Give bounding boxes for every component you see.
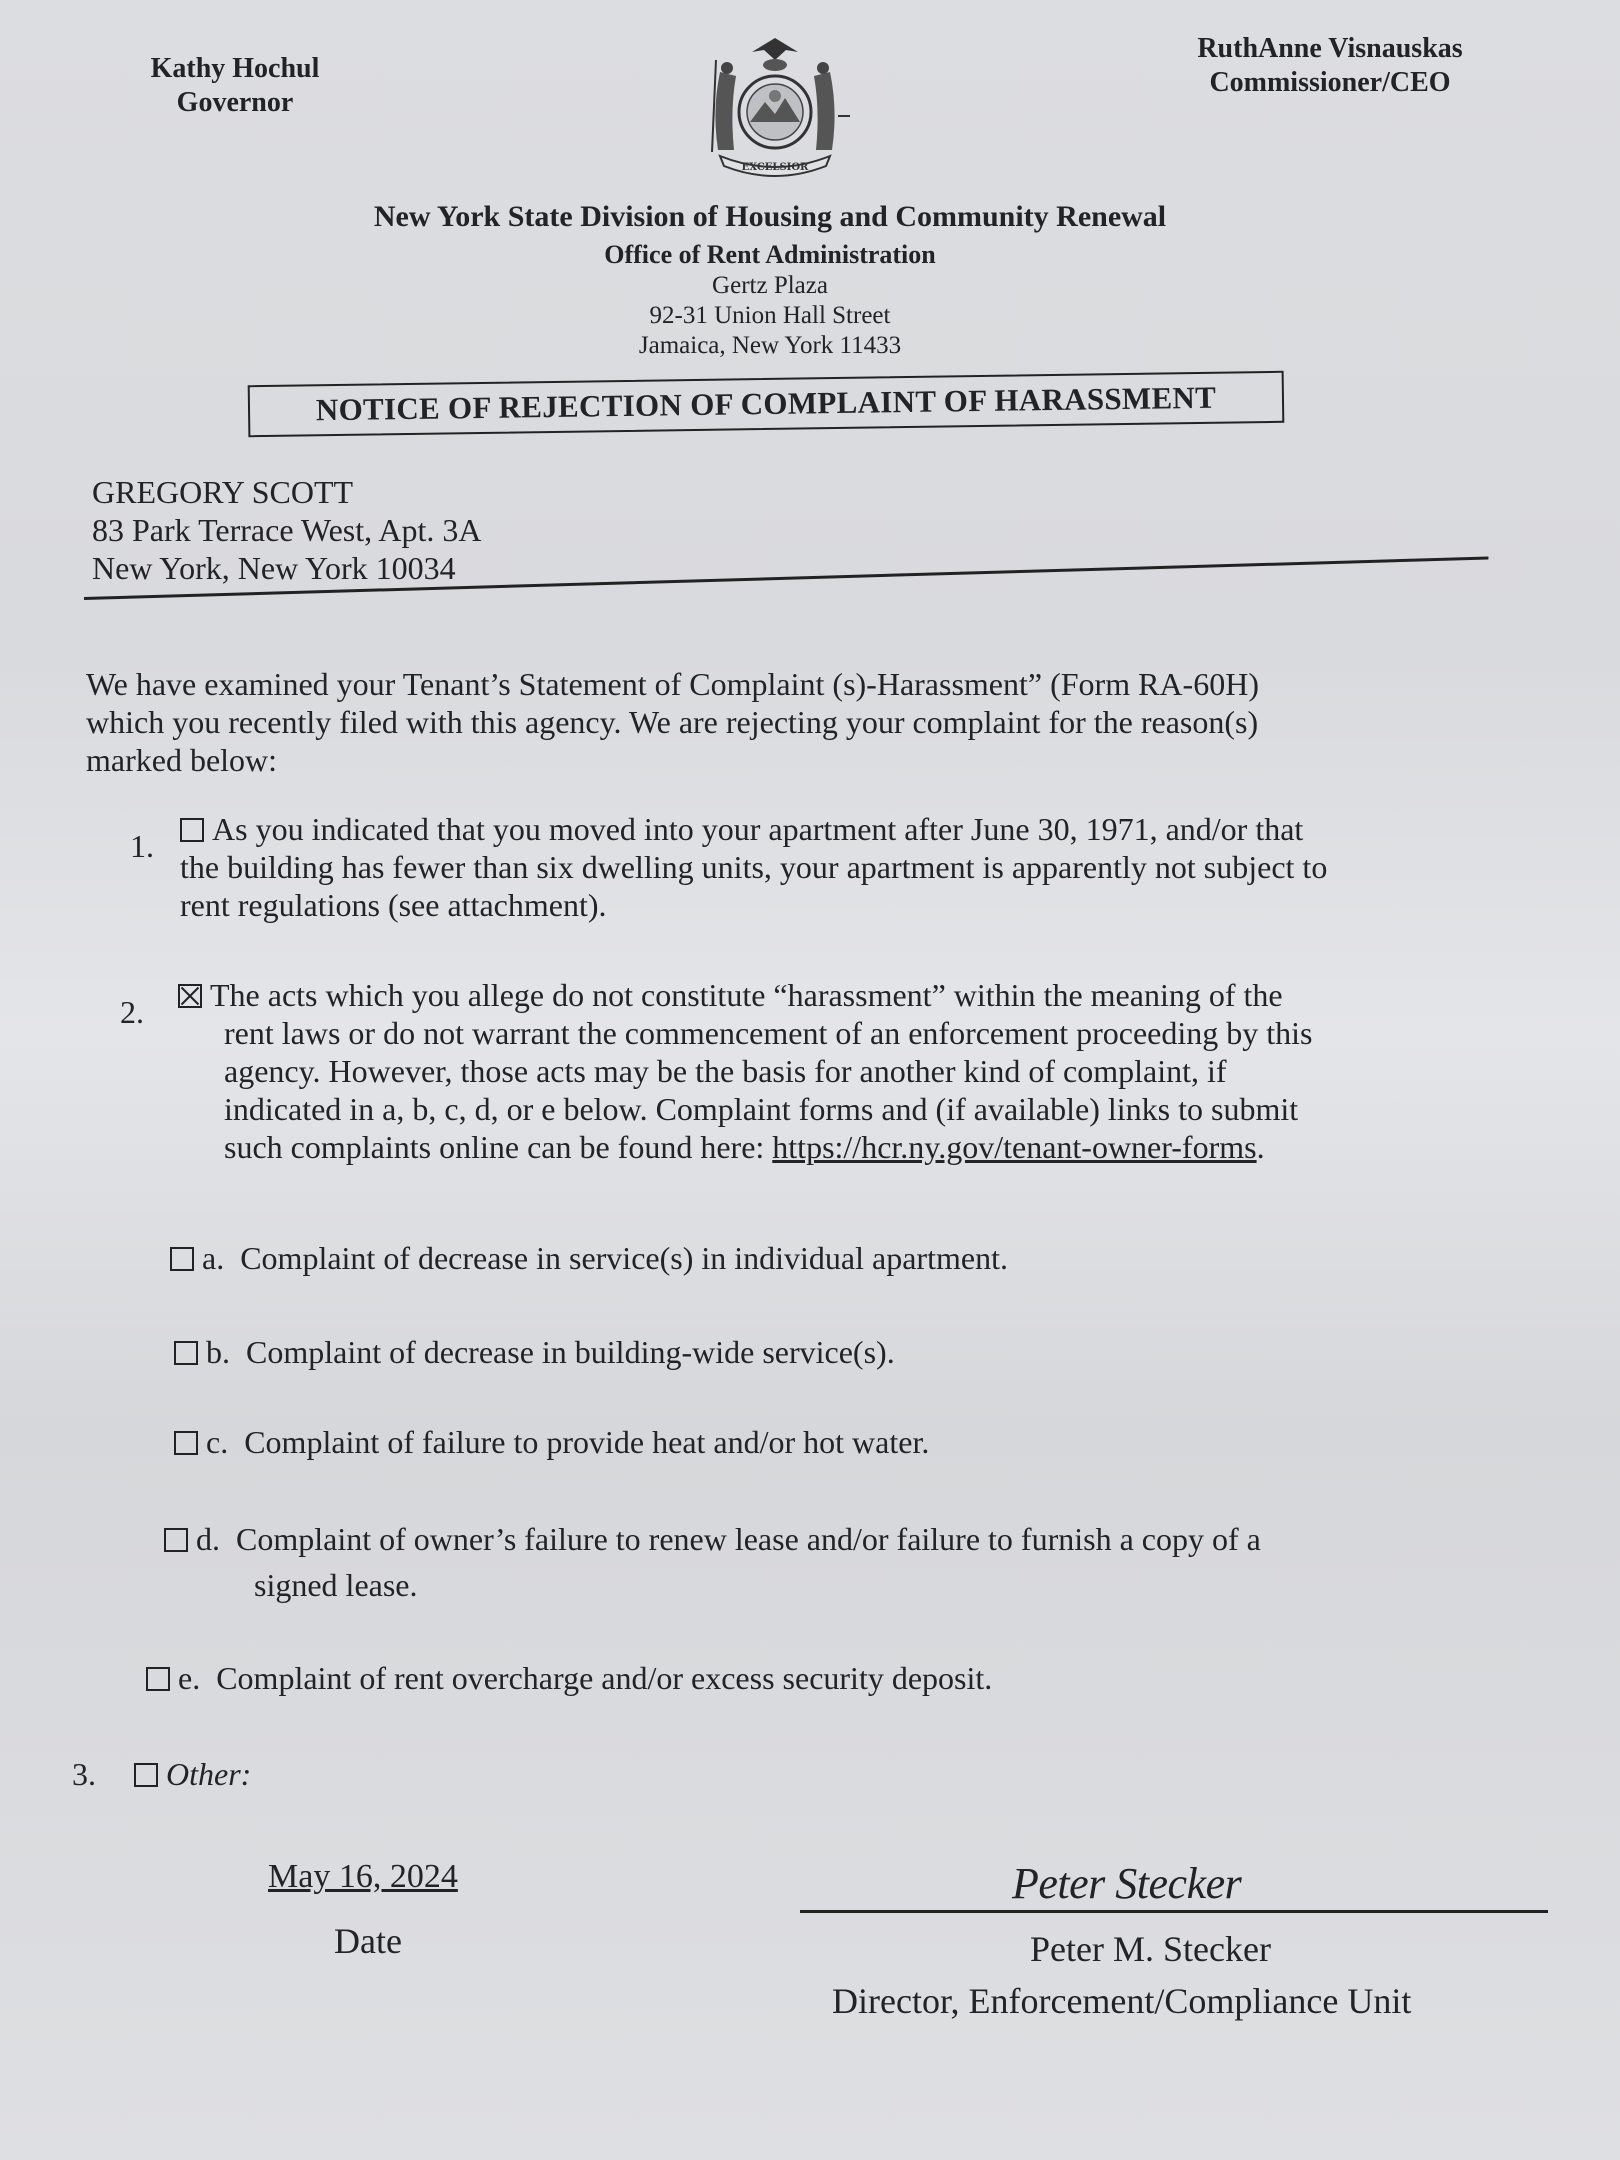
sub-option-letter: d.: [196, 1521, 220, 1557]
sub-option-text: Complaint of decrease in building-wide service(s).: [246, 1334, 895, 1370]
sub-option-a: [170, 1240, 1008, 1277]
sub-option-letter: b.: [206, 1334, 230, 1370]
sub-option-e: [146, 1660, 992, 1697]
signature-line: [800, 1910, 1548, 1913]
notice-title-text: NOTICE OF REJECTION OF COMPLAINT OF HARASSMENT: [315, 379, 1217, 428]
reason-3: [134, 1756, 251, 1793]
reason-number: 3.: [72, 1756, 96, 1792]
commissioner-title: Commissioner/CEO: [1209, 67, 1451, 98]
reason-1-checkbox[interactable]: [180, 818, 204, 842]
reason-line: the building has fewer than six dwelling units, your apartment is apparently not subject to: [180, 849, 1328, 885]
governor-block: [130, 52, 340, 120]
sub-option-letter: c.: [206, 1424, 229, 1460]
sub-option-c-checkbox[interactable]: [174, 1431, 198, 1455]
reason-line: indicated in a, b, c, d, or e below. Complaint forms and (if available) links to submit: [224, 1091, 1299, 1127]
sub-option-text: Complaint of decrease in service(s) in individual apartment.: [240, 1240, 1008, 1276]
agency-name: New York State Division of Housing and Community Renewal: [373, 200, 1167, 233]
notice-date: May 16, 2024: [268, 1858, 458, 1895]
sub-option-d-checkbox[interactable]: [164, 1528, 188, 1552]
sub-option-letter: a.: [202, 1240, 225, 1276]
reason-3-checkbox[interactable]: [134, 1763, 158, 1787]
reason-line: As you indicated that you moved into your apartment after June 30, 1971, and/or that: [212, 811, 1304, 847]
sub-option-c: [174, 1424, 929, 1461]
agency-office: Office of Rent Administration: [604, 240, 936, 269]
date-label: Date: [334, 1921, 402, 1961]
reason-line: agency. However, those acts may be the basis for another kind of complaint, if: [224, 1053, 1227, 1089]
sub-option-text: Complaint of rent overcharge and/or excess security deposit.: [216, 1660, 993, 1696]
sub-option-b: [174, 1334, 895, 1371]
reason-line-with-link: [178, 1128, 1483, 1166]
reason-line: rent laws or do not warrant the commencement of an enforcement proceeding by this: [224, 1015, 1313, 1051]
sub-option-b-checkbox[interactable]: [174, 1341, 198, 1365]
intro-line: We have examined your Tenant’s Statement of Complaint (s)-Harassment” (Form RA-60H): [86, 666, 1259, 702]
governor-title: Governor: [176, 87, 294, 118]
commissioner-name: RuthAnne Visnauskas: [1197, 33, 1463, 64]
recipient-name: GREGORY SCOTT: [92, 474, 354, 510]
intro-line: marked below:: [86, 742, 278, 778]
reason-2-checkbox[interactable]: [178, 984, 202, 1008]
notice-title: [248, 371, 1285, 437]
state-seal-icon: [690, 30, 860, 180]
sub-option-d: [164, 1516, 1484, 1608]
agency-address-line: 92-31 Union Hall Street: [649, 302, 891, 329]
seal-motto: EXCELSIOR: [741, 162, 809, 173]
recipient-address-line: 83 Park Terrace West, Apt. 3A: [92, 512, 482, 548]
reason-2: [178, 976, 1483, 1166]
sub-option-text: Complaint of owner’s failure to renew lease and/or failure to furnish a copy of a: [236, 1521, 1261, 1557]
sub-option-text: signed lease.: [254, 1567, 418, 1603]
reason-line-text: such complaints online can be found here:: [224, 1129, 773, 1165]
agency-address-line: Jamaica, New York 11433: [638, 332, 902, 359]
intro-line: which you recently filed with this agency. We are rejecting your complaint for the reason(s): [86, 704, 1259, 740]
governor-name: Kathy Hochul: [150, 53, 320, 84]
sub-option-e-checkbox[interactable]: [146, 1667, 170, 1691]
reason-line: rent regulations (see attachment).: [180, 887, 607, 923]
agency-address-line: Gertz Plaza: [712, 272, 828, 299]
reason-number: 1.: [130, 828, 154, 864]
signer-name: Peter M. Stecker: [1030, 1929, 1271, 1969]
sub-option-a-checkbox[interactable]: [170, 1247, 194, 1271]
sub-option-letter: e.: [178, 1660, 201, 1696]
reason-1: [180, 810, 1480, 924]
signer-title: Director, Enforcement/Compliance Unit: [832, 1981, 1412, 2021]
reason-line: The acts which you allege do not constitute “harassment” within the meaning of the: [210, 977, 1283, 1013]
handwritten-signature: Peter Stecker: [1012, 1859, 1242, 1908]
forms-link[interactable]: https://hcr.ny.gov/tenant-owner-forms: [772, 1129, 1257, 1165]
reason-line-text: .: [1256, 1129, 1265, 1165]
commissioner-block: [1160, 32, 1500, 100]
sub-option-text: Complaint of failure to provide heat and/or hot water.: [244, 1424, 930, 1460]
recipient-address-line: New York, New York 10034: [92, 550, 456, 586]
reason-number: 2.: [120, 994, 144, 1030]
other-label: Other:: [166, 1756, 252, 1792]
intro-paragraph: [86, 665, 1416, 779]
